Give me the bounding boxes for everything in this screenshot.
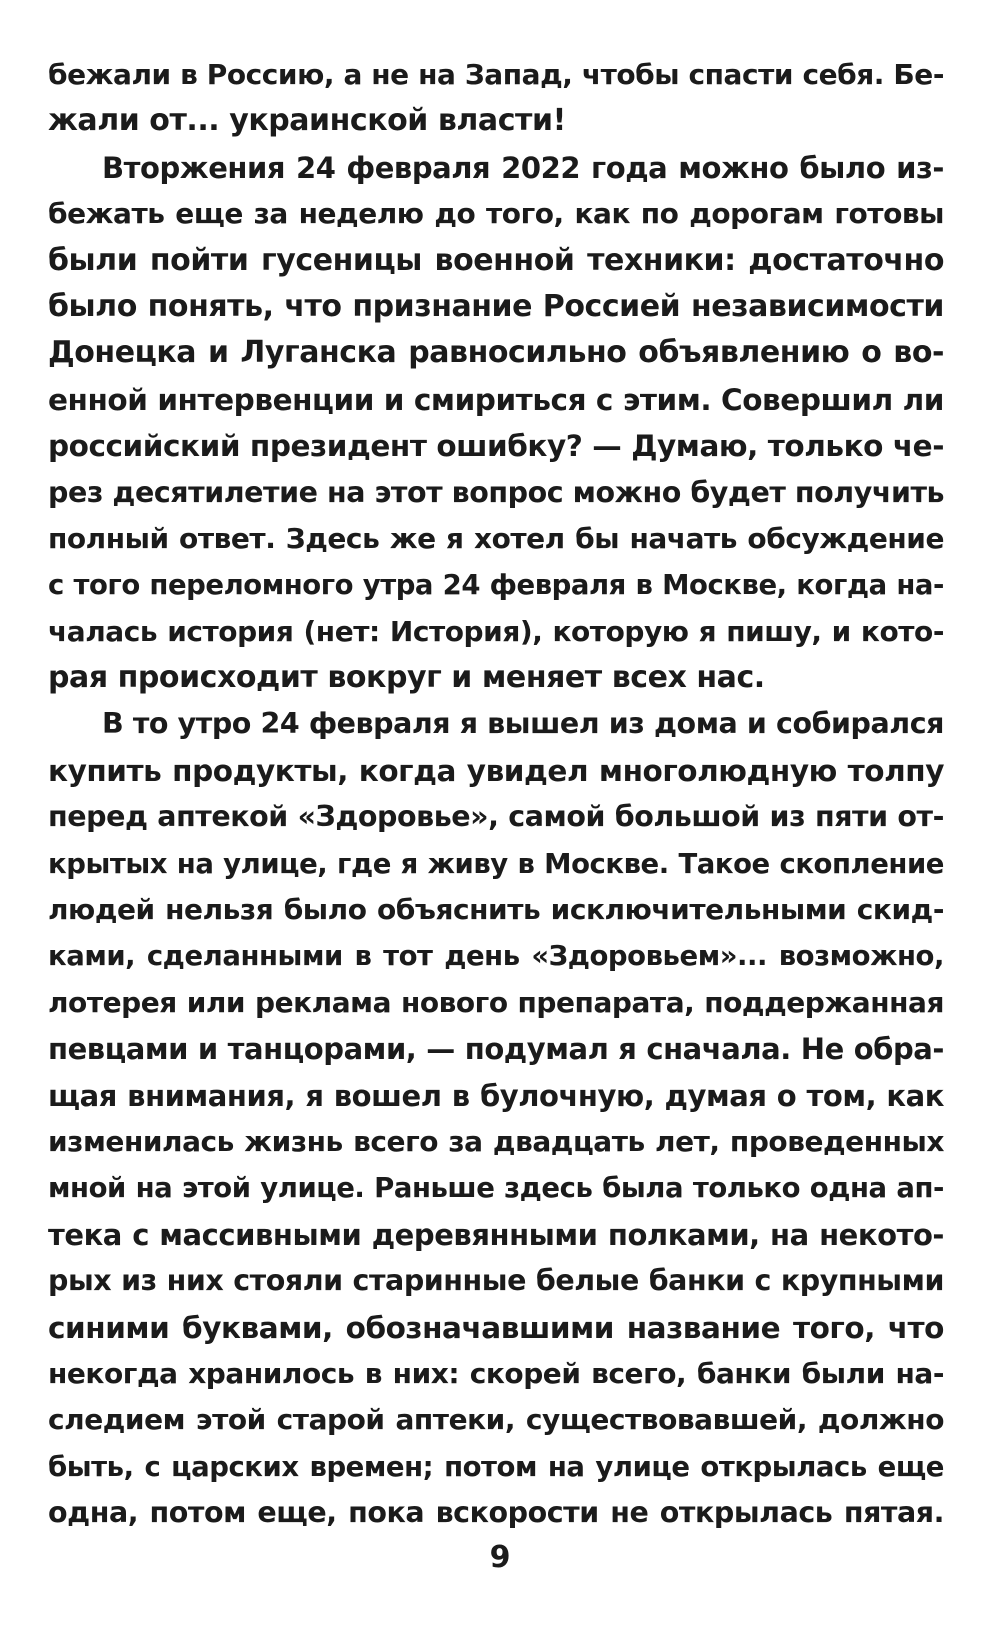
paragraph-2: [48, 145, 944, 702]
text-line: бежать еще за неделю до того, как по дорогам готовы: [48, 197, 944, 231]
text-line: жали от... украинской власти!: [48, 103, 566, 139]
text-line: ками, сделанными в тот день «Здоровьем»... возможно,: [48, 940, 944, 973]
text-line: полный ответ. Здесь же я хотел бы начать обсуждение: [48, 521, 944, 555]
text-line: енной интервенции и смириться с этим. Совершил ли: [48, 382, 944, 417]
text-line: В то утро 24 февраля я вышел из дома и собирался: [102, 707, 944, 741]
text-line: рых из них стояли старинные белые банки с крупными: [48, 1264, 944, 1298]
text-line: было понять, что признание Россией независимости: [48, 288, 944, 324]
text-line: синими буквами, обозначавшими название того, что: [48, 1310, 944, 1345]
page-body: [48, 52, 944, 1537]
text-line: Донецка и Луганска равносильно объявлению о во-: [48, 335, 944, 371]
text-line: одна, потом еще, пока вскорости не открылась пятая.: [48, 1496, 944, 1530]
text-line: рая происходит вокруг и меняет всех нас.: [48, 660, 765, 696]
text-line: некогда хранилось в них: скорей всего, банки были на-: [48, 1356, 944, 1390]
text-line: перед аптекой «Здоровье», самой большой из пяти от-: [48, 800, 944, 834]
text-line: следием этой старой аптеки, существовавшей, должно: [48, 1403, 944, 1437]
text-line: лотерея или реклама нового препарата, поддержанная: [48, 985, 944, 1019]
text-line: изменилась жизнь всего за двадцать лет, проведенных: [48, 1124, 944, 1158]
text-line: рез десятилетие на этот вопрос можно будет получить: [48, 475, 945, 509]
text-line: крытых на улице, где я живу в Москве. Такое скопление: [48, 847, 944, 880]
paragraph-3: [48, 701, 944, 1536]
text-line: с того переломного утра 24 февраля в Москве, когда на-: [48, 569, 944, 602]
text-line: тека с массивными деревянными полками, на некото-: [48, 1217, 944, 1252]
text-line: щая внимания, я вошел в булочную, думая о том, как: [48, 1078, 944, 1113]
text-line: людей нельзя было объяснить исключительными скид-: [48, 893, 944, 927]
text-line: Вторжения 24 февраля 2022 года можно было из-: [102, 150, 944, 185]
text-line: мной на этой улице. Раньше здесь была только одна ап-: [48, 1172, 944, 1205]
page-number: 9: [489, 1540, 511, 1575]
text-line: певцами и танцорами, — подумал я сначала. Не обра-: [48, 1032, 944, 1067]
paragraph-1: [48, 52, 944, 145]
text-line: бежали в Россию, а не на Запад, чтобы спасти себя. Бе-: [48, 58, 944, 91]
text-line: были пойти гусеницы военной техники: достаточно: [48, 242, 944, 278]
text-line: купить продукты, когда увидел многолюдную толпу: [48, 753, 944, 788]
text-line: чалась история (нет: История), которую я пишу, и кото-: [48, 614, 944, 648]
text-line: быть, с царских времен; потом на улице открылась еще: [48, 1450, 944, 1483]
text-line: российский президент ошибку? — Думаю, только че-: [48, 429, 944, 464]
